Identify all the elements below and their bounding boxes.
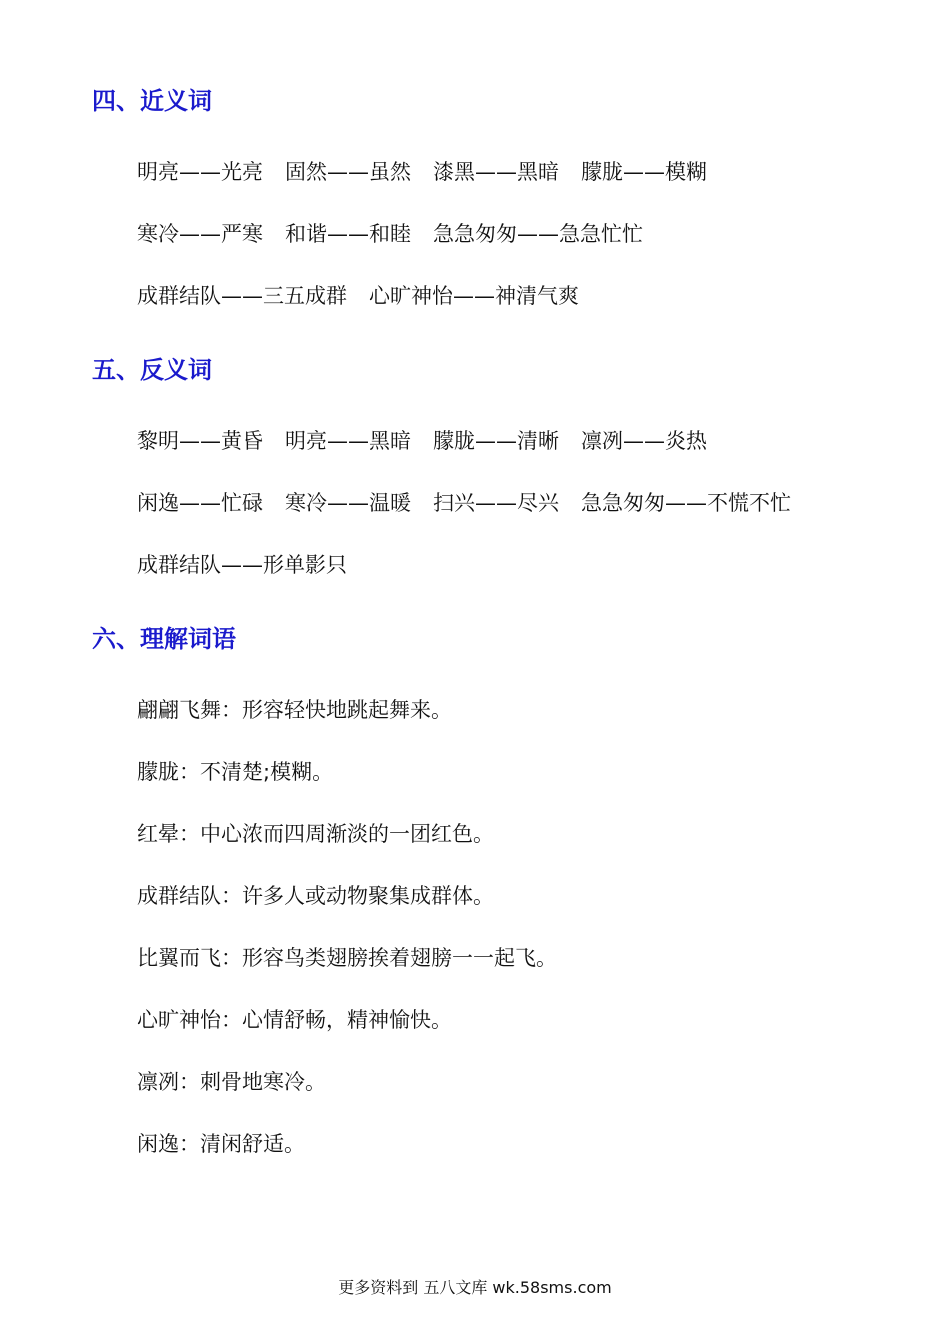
footer-text: 更多资料到 五八文库 wk.58sms.com	[338, 1278, 612, 1297]
section-title-definitions: 六、理解词语	[92, 625, 236, 653]
synonym-pair: 成群结队——三五成群	[137, 284, 347, 308]
antonym-line-2	[137, 493, 791, 514]
synonym-line-2	[137, 224, 643, 245]
definition-item: 成群结队：许多人或动物聚集成群体。	[137, 884, 494, 908]
antonym-line-1	[137, 431, 707, 452]
antonym-pair: 明亮——黑暗	[285, 429, 411, 453]
antonym-pair: 黎明——黄昏	[137, 429, 263, 453]
definition-item: 闲逸：清闲舒适。	[137, 1132, 305, 1156]
synonym-pair: 明亮——光亮	[137, 160, 263, 184]
antonym-pair: 闲逸——忙碌	[137, 491, 263, 515]
definition-item: 心旷神怡：心情舒畅，精神愉快。	[137, 1008, 452, 1032]
antonym-pair: 凛冽——炎热	[581, 429, 707, 453]
synonym-pair: 急急匆匆——急急忙忙	[433, 222, 643, 246]
synonym-pair: 朦胧——模糊	[581, 160, 707, 184]
antonym-pair: 寒冷——温暖	[285, 491, 411, 515]
antonym-line-3	[137, 555, 347, 576]
antonym-pair: 扫兴——尽兴	[433, 491, 559, 515]
synonym-line-1	[137, 162, 707, 183]
definition-item: 翩翩飞舞：形容轻快地跳起舞来。	[137, 698, 452, 722]
definition-item: 红晕：中心浓而四周渐淡的一团红色。	[137, 822, 494, 846]
synonym-pair: 寒冷——严寒	[137, 222, 263, 246]
synonym-pair: 和谐——和睦	[285, 222, 411, 246]
definition-item: 比翼而飞：形容鸟类翅膀挨着翅膀一一起飞。	[137, 946, 557, 970]
section-title-synonyms: 四、近义词	[92, 87, 212, 115]
antonym-pair: 急急匆匆——不慌不忙	[581, 491, 791, 515]
antonym-pair: 成群结队——形单影只	[137, 553, 347, 577]
section-title-antonyms: 五、反义词	[92, 356, 212, 384]
synonym-pair: 漆黑——黑暗	[433, 160, 559, 184]
definition-item: 凛冽：刺骨地寒冷。	[137, 1070, 326, 1094]
synonym-pair: 心旷神怡——神清气爽	[369, 284, 579, 308]
antonym-pair: 朦胧——清晰	[433, 429, 559, 453]
synonym-line-3	[137, 286, 579, 307]
synonym-pair: 固然——虽然	[285, 160, 411, 184]
definition-item: 朦胧：不清楚;模糊。	[137, 760, 334, 784]
